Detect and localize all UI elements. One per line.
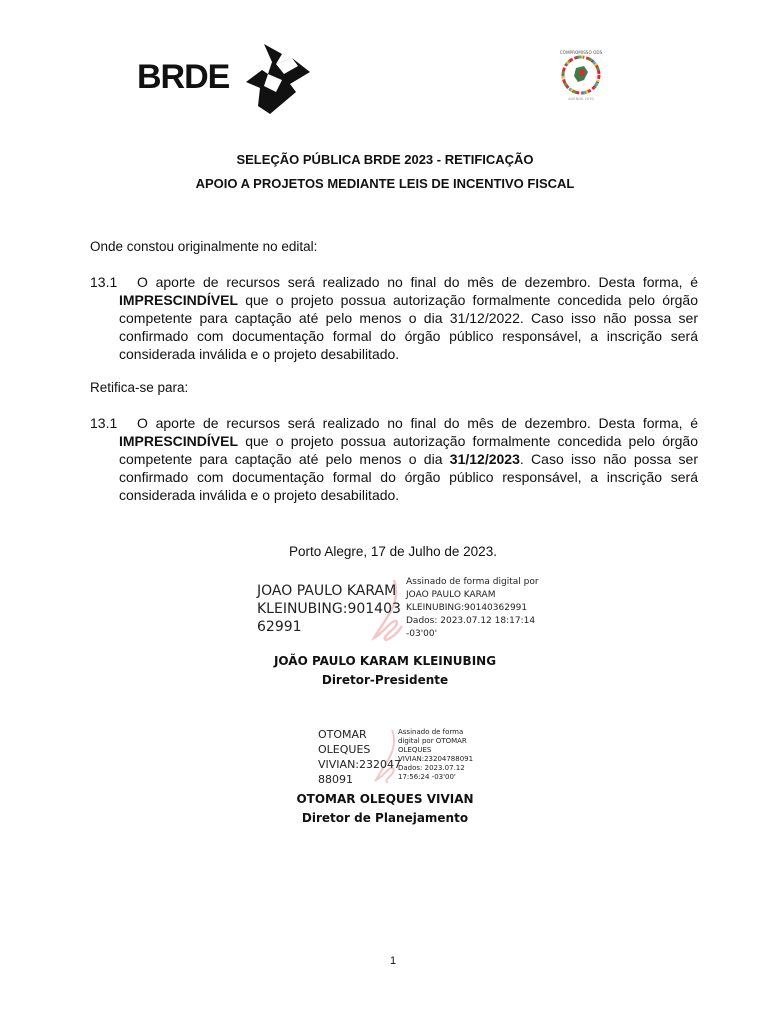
clause-bold-word: IMPRESCINDÍVEL — [119, 292, 239, 308]
clause-number: 13.1 — [90, 415, 118, 431]
signature2-detail-line: Dados: 2023.07.12 — [398, 764, 465, 772]
signature2-details — [398, 728, 473, 782]
clause-number: 13.1 — [90, 274, 118, 290]
page-number: 1 — [389, 955, 397, 967]
signature1-details — [406, 576, 539, 641]
signature2-name-line: VIVIAN:232047 — [318, 758, 401, 771]
signature2-detail-line: Assinado de forma — [398, 728, 464, 736]
signature2-detail-line: OLEQUES — [398, 746, 432, 754]
seal-top-text: COMPROMISSO ODS — [559, 50, 603, 55]
signature1-role: Diretor-Presidente — [321, 673, 449, 687]
clause-date: 31/12/2023 — [449, 451, 520, 467]
clause-date: 31/12/2022 — [449, 310, 520, 326]
ods-seal-icon — [554, 48, 608, 102]
signature1-name-line: 62991 — [257, 619, 302, 635]
signature1-detail-line: -03'00' — [406, 629, 438, 639]
clause-text-mid: que o projeto possua autorização formalmente concedida pelo órgão competente para captação até pelo menos o dia — [119, 433, 698, 467]
brde-logo-text: BRDE — [137, 58, 230, 96]
signature2-name-line: OLEQUES — [318, 743, 371, 756]
signature2-detail-line: digital por OTOMAR — [398, 737, 467, 745]
document-title: SELEÇÃO PÚBLICA BRDE 2023 - RETIFICAÇÃO — [236, 152, 534, 167]
original-clause — [90, 273, 698, 363]
signature2-name-line: OTOMAR — [318, 728, 367, 741]
signature1-detail-line: Assinado de forma digital por — [406, 577, 539, 587]
signature1-detail-line: KLEINUBING:90140362991 — [406, 603, 528, 613]
rectified-label: Retifica-se para: — [90, 380, 189, 395]
signature1-name — [257, 582, 401, 636]
brde-logo-mark — [246, 44, 310, 114]
clause-text-mid: que o projeto possua autorização formalmente concedida pelo órgão competente para captação até pelo menos o dia — [119, 292, 698, 326]
signature1-name-line: JOAO PAULO KARAM — [257, 583, 397, 599]
signature2-name-line: 88091 — [318, 773, 353, 786]
clause-text-start: O aporte de recursos será realizado no final do mês de dezembro. Desta forma, é — [137, 274, 698, 290]
clause-bold-word: IMPRESCINDÍVEL — [119, 433, 239, 449]
signature2-printed-name: OTOMAR OLEQUES VIVIAN — [296, 792, 474, 806]
signature2-name — [318, 727, 401, 787]
rectified-clause — [90, 414, 698, 504]
document-subtitle: APOIO A PROJETOS MEDIANTE LEIS DE INCENTIVO FISCAL — [195, 176, 575, 191]
original-label: Onde constou originalmente no edital: — [90, 239, 318, 254]
signature1-detail-line: Dados: 2023.07.12 18:17:14 — [406, 616, 536, 626]
clause-text-end: . Caso isso não possa ser confirmado com documentação formal do órgão público responsável, a inscrição será considerada inválida e o projeto desabilitado. — [119, 310, 698, 362]
signature2-detail-line: VIVIAN:23204788091 — [398, 755, 474, 763]
place-date: Porto Alegre, 17 de Julho de 2023. — [289, 544, 497, 559]
signature2-role: Diretor de Planejamento — [301, 811, 469, 825]
signature2-detail-line: 17:56:24 -03'00' — [398, 773, 456, 781]
signature1-printed-name: JOÃO PAULO KARAM KLEINUBING — [273, 654, 497, 668]
seal-bottom-text: AGENDA 2030 — [568, 97, 594, 101]
signature1-name-line: KLEINUBING:901403 — [257, 601, 401, 617]
clause-text-start: O aporte de recursos será realizado no final do mês de dezembro. Desta forma, é — [137, 415, 698, 431]
signature1-detail-line: JOAO PAULO KARAM — [406, 590, 496, 600]
clause-text-end: . Caso isso não possa ser confirmado com documentação formal do órgão público responsável, a inscrição será considerada inválida e o projeto desabilitado. — [119, 451, 698, 503]
